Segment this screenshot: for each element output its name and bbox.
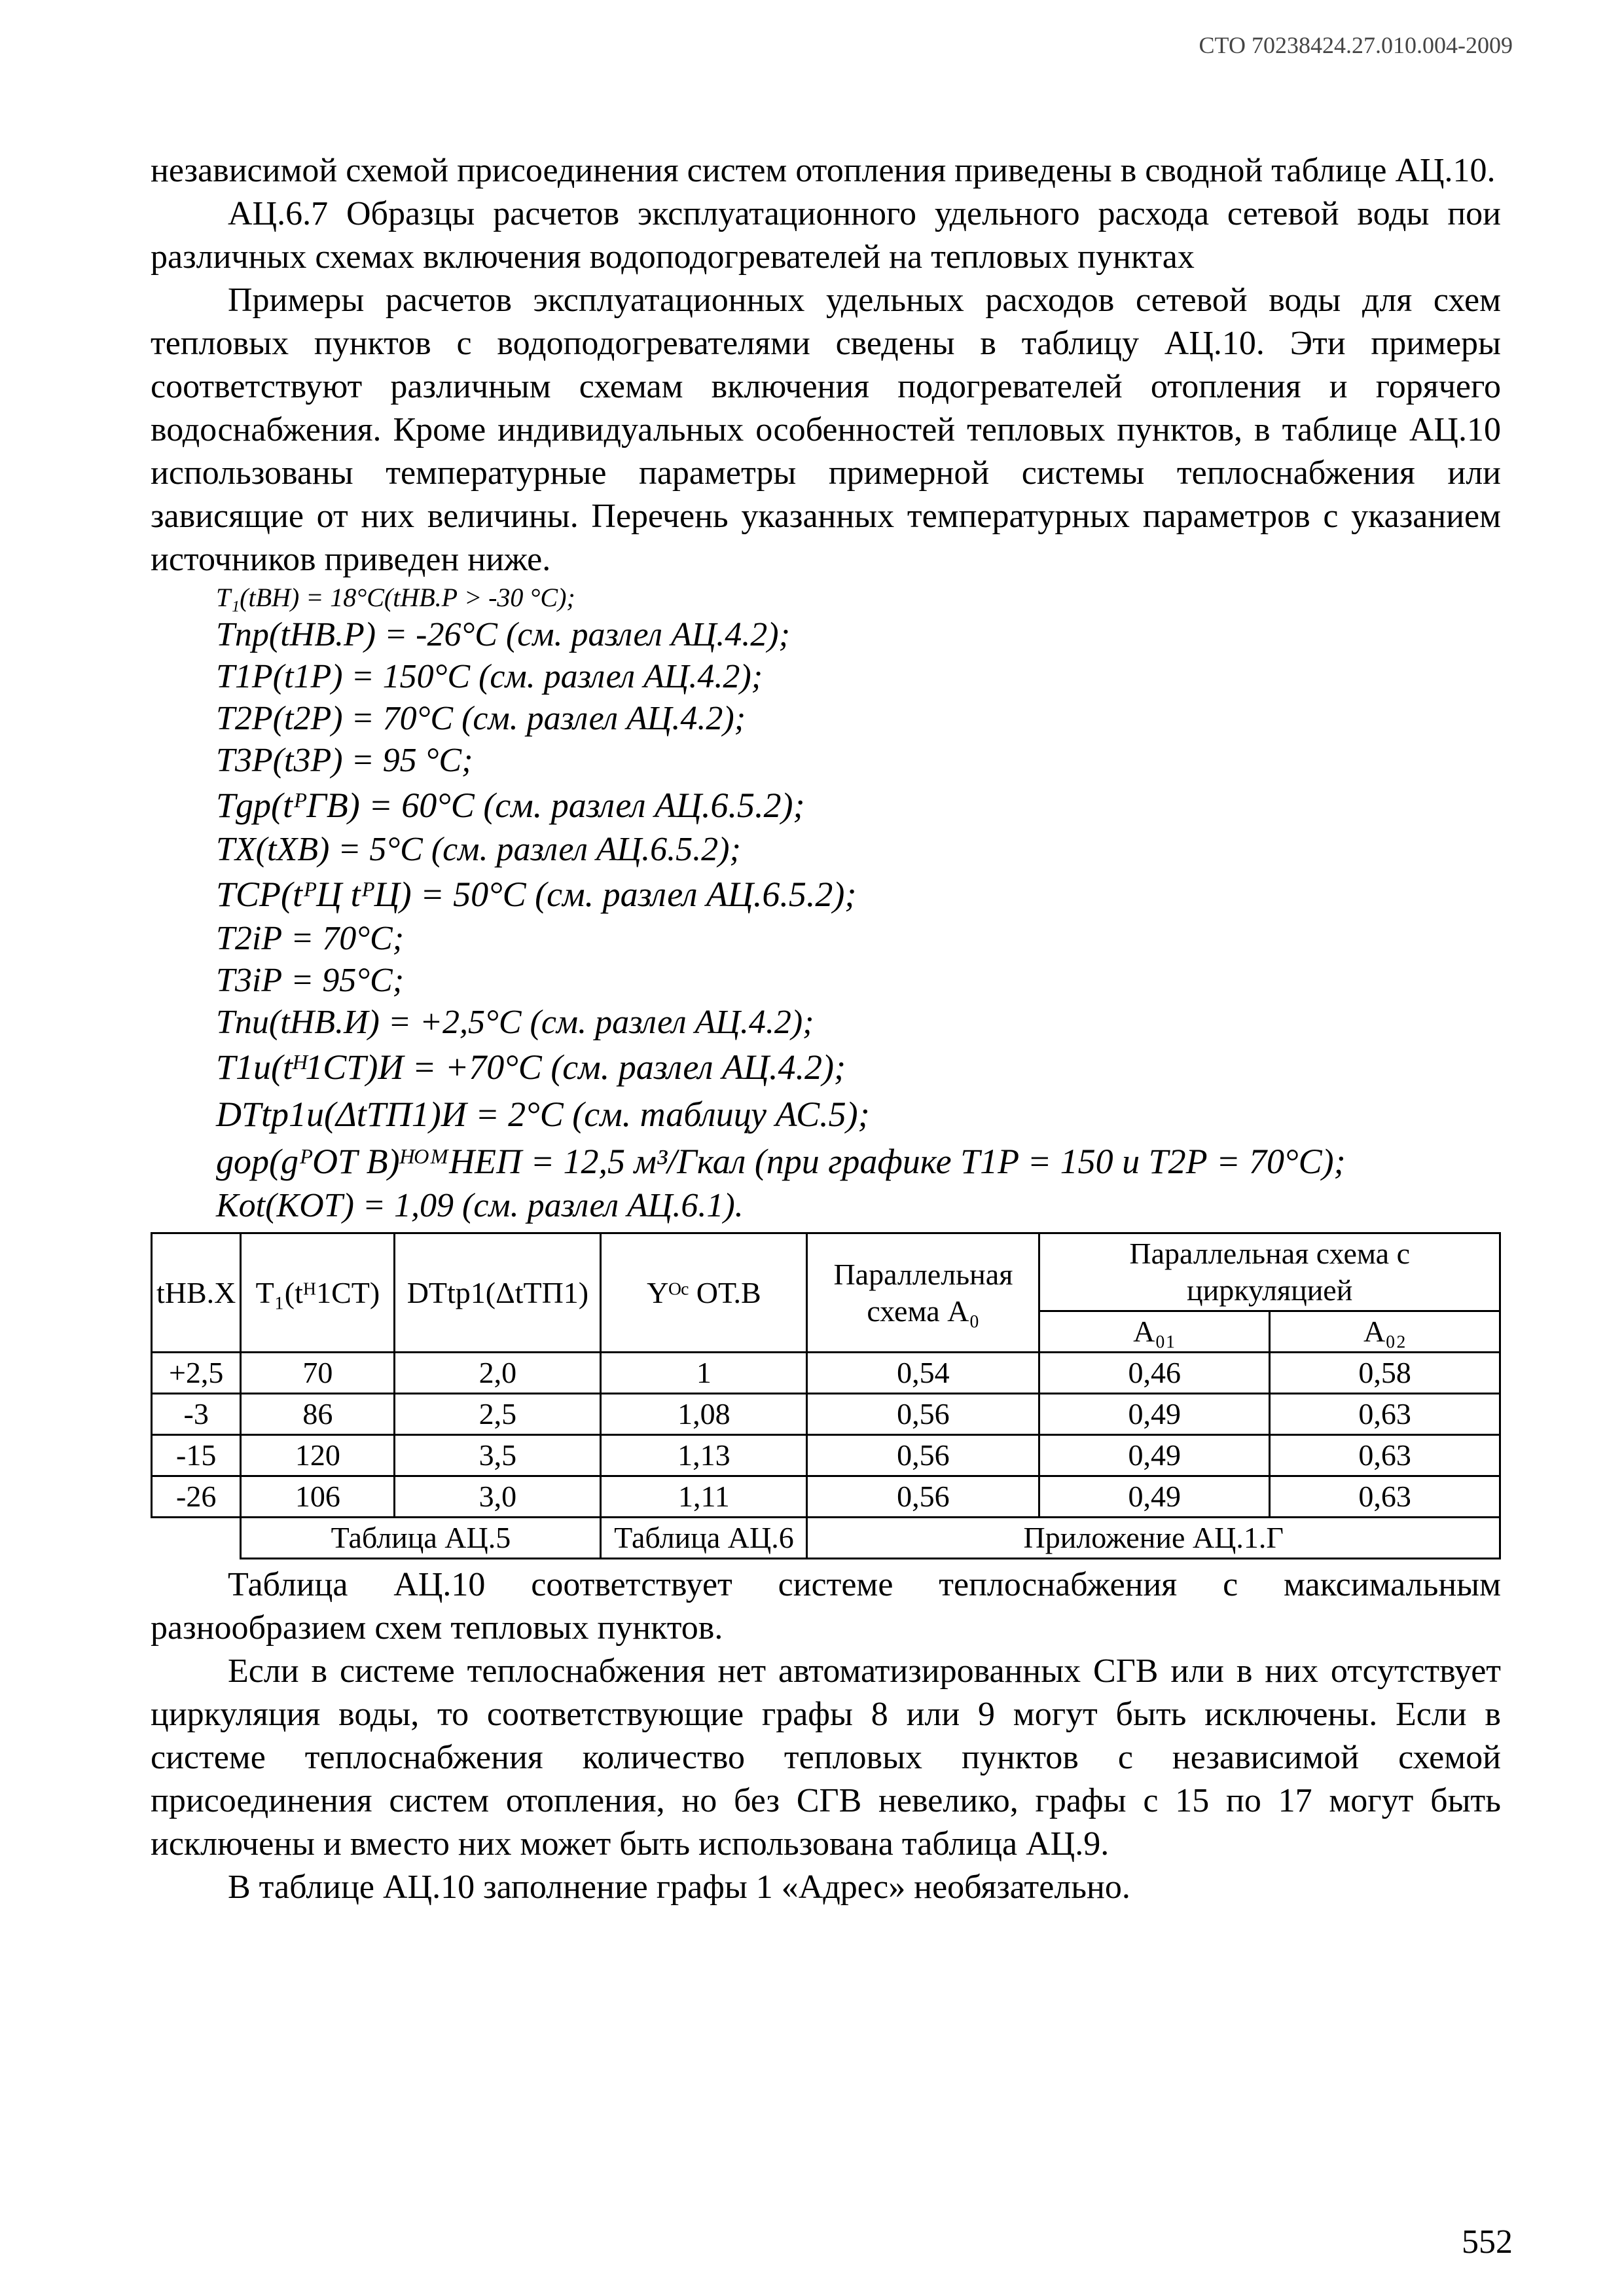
table-row (152, 1394, 1500, 1435)
table-footer-cell: Приложение АЦ.1.Г (807, 1518, 1500, 1559)
table-cell: 0,46 (1039, 1353, 1270, 1394)
table-cell: 0,63 (1270, 1394, 1500, 1435)
formula-line: TX(tХВ) = 5°С (см. разлел АЦ.6.5.2); (216, 831, 741, 868)
section-heading: АЦ.6.7 Образцы расчетов эксплуатационного удельного расхода сетевой воды пои различных схемах включения водоподогревателей на тепловых пунктах (151, 195, 1501, 276)
paragraph: В таблице АЦ.10 заполнение графы 1 «Адрес» необязательно. (228, 1868, 1130, 1906)
table-cell: 0,49 (1039, 1435, 1270, 1476)
table-row (152, 1476, 1500, 1518)
table-cell: 1,08 (601, 1394, 807, 1435)
table-header: А₀₁ (1039, 1311, 1270, 1353)
formula-line: T3Р(t3Р) = 95 °С; (216, 742, 473, 779)
page-body (151, 149, 1501, 1909)
table-cell: 1,13 (601, 1435, 807, 1476)
table-cell: +2,5 (152, 1353, 241, 1394)
table-header: tНВ.Х (152, 1233, 241, 1353)
paragraph: Таблица АЦ.10 соответствует системе теплоснабжения с максимальным разнообразием схем тепловых пунктов. (151, 1566, 1501, 1647)
table-cell: 2,5 (395, 1394, 601, 1435)
table-cell: -15 (152, 1435, 241, 1476)
table-header: T₁(tᴴ1СТ) (241, 1233, 395, 1353)
table-cell: 70 (241, 1353, 395, 1394)
table-row (152, 1353, 1500, 1394)
table-cell: 106 (241, 1476, 395, 1518)
formula-line: T2Р(t2Р) = 70°С (см. разлел АЦ.4.2); (216, 700, 746, 737)
formula-line: gор(gᴾОТ В)ᴴᴼᴹНЕП = 12,5 м³/Гкал (при графике T1P = 150 и T2Р = 70°С); (216, 1142, 1346, 1181)
table-cell: 86 (241, 1394, 395, 1435)
formula-line: T₁(tВН) = 18°С(tНВ.Р > -30 °С); (216, 583, 575, 612)
table-cell: 1 (601, 1353, 807, 1394)
table-cell: 0,58 (1270, 1353, 1500, 1394)
formula-line: T1Р(t1Р) = 150°С (см. разлел АЦ.4.2); (216, 658, 763, 695)
formula-line: T1и(tᴴ1СТ)И = +70°С (см. разлел АЦ.4.2); (216, 1048, 846, 1087)
table-cell: 3,5 (395, 1435, 601, 1476)
paragraph: Примеры расчетов эксплуатационных удельных расходов сетевой воды для схем тепловых пунктов с водоподогревателями сведены в таблицу АЦ.10. Эти примеры соответствуют различным схемам включения подогревателей отопления и горячего водоснабжения. Кроме индивидуальных особенностей тепловых пунктов, в таблице АЦ.10 использованы температурные параметры примерной системы теплоснабжения или зависящие от них величины. Перечень указанных температурных параметров с указанием источников приведен ниже. (151, 282, 1501, 578)
table-cell: 2,0 (395, 1353, 601, 1394)
table-cell: 0,54 (807, 1353, 1039, 1394)
formula-line: T3iР = 95°С; (216, 962, 405, 999)
table-cell: -3 (152, 1394, 241, 1435)
paragraph: Если в системе теплоснабжения нет автоматизированных СГВ или в них отсутствует циркуляция воды, то соответствующие графы 8 или 9 могут быть исключены. Если в системе теплоснабжения количество тепловых пунктов с независимой схемой присоединения систем отопления, но без СГВ невелико, графы с 15 по 17 могут быть исключены и вместо них может быть использована таблица АЦ.9. (151, 1652, 1501, 1863)
table-cell: 0,49 (1039, 1476, 1270, 1518)
formula-line: DTtp1и(ΔtТП1)И = 2°С (см. таблицу АС.5); (216, 1095, 870, 1134)
table-header: Параллельная схема А₀ (807, 1233, 1039, 1353)
table-header: DTtp1(ΔtТП1) (395, 1233, 601, 1353)
page-number: 552 (1462, 2223, 1513, 2261)
table-footer-cell: Таблица АЦ.5 (241, 1518, 601, 1559)
formula-line: Tgр(tᴾГВ) = 60°С (см. разлел АЦ.6.5.2); (216, 786, 805, 825)
table-header: А₀₂ (1270, 1311, 1500, 1353)
table-footer-row (152, 1518, 1500, 1559)
formula-line: TСР(tᴾЦ tᴾЦ) = 50°С (см. разлел АЦ.6.5.2); (216, 875, 857, 914)
table-cell: 0,63 (1270, 1435, 1500, 1476)
table-cell: 3,0 (395, 1476, 601, 1518)
table-cell: 0,56 (807, 1394, 1039, 1435)
formula-line: Tпи(tНВ.И) = +2,5°С (см. разлел АЦ.4.2); (216, 1004, 814, 1041)
table-cell: 0,56 (807, 1435, 1039, 1476)
table-row (152, 1435, 1500, 1476)
paragraph: независимой схемой присоединения систем отопления приведены в сводной таблице АЦ.10. (151, 152, 1496, 189)
data-table (151, 1232, 1501, 1559)
table-header: Параллельная схема с циркуляцией (1039, 1233, 1500, 1311)
table-footer-cell: Таблица АЦ.6 (601, 1518, 807, 1559)
formula-line: T2iР = 70°С; (216, 920, 405, 957)
formula-line: Kot(KОТ) = 1,09 (см. разлел АЦ.6.1). (216, 1187, 744, 1224)
table-cell: 120 (241, 1435, 395, 1476)
table-header: Yᴼᶜ ОТ.В (601, 1233, 807, 1353)
formula-list (216, 581, 1501, 1227)
table-cell: 1,11 (601, 1476, 807, 1518)
formula-line: Tпр(tНВ.Р) = -26°С (см. разлел АЦ.4.2); (216, 616, 790, 653)
table-cell: 0,63 (1270, 1476, 1500, 1518)
table-cell: 0,56 (807, 1476, 1039, 1518)
document-header: СТО 70238424.27.010.004-2009 (1199, 32, 1513, 58)
table-cell: -26 (152, 1476, 241, 1518)
table-cell: 0,49 (1039, 1394, 1270, 1435)
